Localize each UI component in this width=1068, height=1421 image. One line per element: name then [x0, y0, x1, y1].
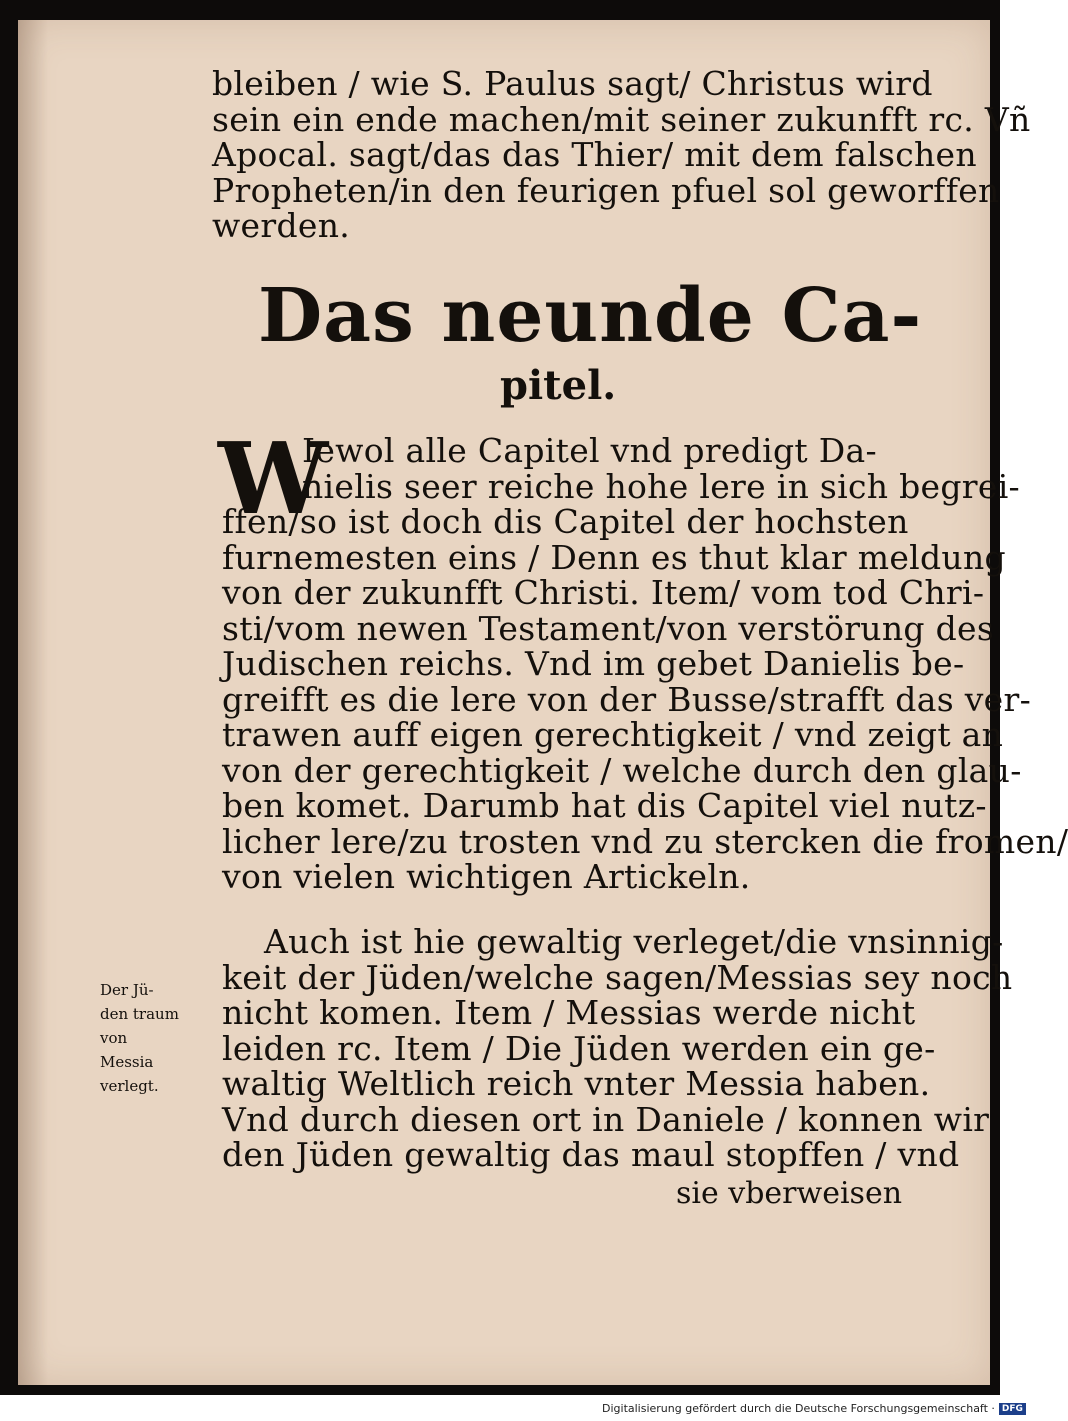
text-line: keit der Jüden/welche sagen/Messias sey noch — [222, 957, 1013, 997]
text-line: Propheten/in den feurigen pfuel sol geworffen — [212, 170, 1000, 210]
text-line: ben komet. Darumb hat dis Capitel viel nutz- — [222, 786, 987, 825]
marginal-note-line: verlegt. — [100, 1077, 159, 1095]
text-line: licher lere/zu trosten vnd zu stercken die fromen/ — [222, 821, 1068, 861]
chapter-heading-line1: Das neunde Ca- — [258, 273, 923, 359]
text-line: nielis seer reiche hohe lere in sich begrei- — [302, 466, 1021, 506]
text-line: leiden rc. Item / Die Jüden werden ein ge- — [222, 1028, 936, 1068]
marginal-note-line: Messia — [100, 1053, 154, 1071]
chapter-heading — [258, 270, 923, 410]
text-line: Iewol alle Capitel vnd predigt Da- — [302, 431, 877, 470]
text-line: Vnd durch diesen ort in Daniele / konnen wir — [222, 1099, 990, 1139]
top-text-block — [212, 64, 1031, 245]
text-line: furnemesten eins / Denn es thut klar meldung — [222, 537, 1006, 577]
funding-footer — [602, 1402, 1026, 1415]
text-line: Auch ist hie gewaltig verleget/die vnsinnig- — [264, 922, 1004, 961]
text-line: von der zukunfft Christi. Item/ vom tod Chri- — [222, 573, 985, 612]
text-line: sein ein ende machen/mit seiner zukunfft rc. Vñ — [212, 99, 1031, 139]
drop-cap-initial: W — [218, 422, 329, 537]
catchword: sie vberweisen — [676, 1176, 903, 1211]
text-line: trawen auff eigen gerechtigkeit / vnd zeigt an — [222, 715, 1004, 754]
text-line: Judischen reichs. Vnd im gebet Danielis be- — [222, 644, 965, 683]
text-line: sti/vom newen Testament/von verstörung des — [222, 608, 995, 648]
text-line: Apocal. sagt/das das Thier/ mit dem falschen — [212, 135, 977, 174]
text-line: werden. — [212, 206, 351, 245]
text-line: ffen/so ist doch dis Capitel der hochsten — [222, 502, 909, 541]
marginal-note-line: den traum — [100, 1005, 179, 1023]
paragraph-2 — [222, 922, 1013, 1174]
dfg-logo: DFG — [999, 1403, 1026, 1415]
text-line: waltig Weltlich reich vnter Messia haben. — [222, 1064, 931, 1103]
chapter-heading-line2: pitel. — [500, 362, 617, 409]
text-line: von vielen wichtigen Artickeln. — [222, 857, 751, 896]
funding-footer-text: Digitalisierung gefördert durch die Deutsche Forschungsgemeinschaft · — [602, 1402, 995, 1415]
paragraph-1 — [222, 431, 1068, 896]
marginal-note-line: Der Jü- — [100, 981, 154, 999]
marginal-note-line: von — [100, 1029, 128, 1047]
text-line: bleiben / wie S. Paulus sagt/ Christus wird — [212, 64, 933, 103]
text-line: nicht komen. Item / Messias werde nicht — [222, 993, 916, 1032]
marginal-note — [100, 978, 212, 1098]
text-line: den Jüden gewaltig das maul stopffen / vnd — [222, 1135, 960, 1174]
text-line: von der gerechtigkeit / welche durch den glau- — [222, 750, 1022, 790]
text-line: greifft es die lere von der Busse/strafft das ver- — [222, 679, 1032, 719]
